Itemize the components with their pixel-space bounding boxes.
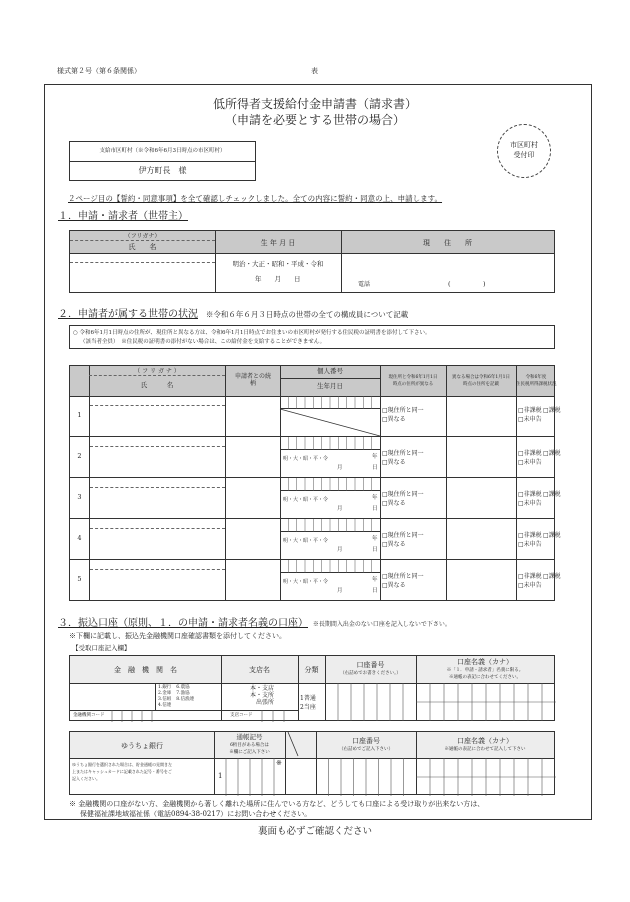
taxed-checkbox[interactable]: □課税 bbox=[543, 491, 561, 498]
yucho-holder-header: 口座名義（カナ） bbox=[457, 737, 513, 745]
code-boxes bbox=[70, 710, 300, 722]
col-dob: 生年月日 bbox=[317, 382, 343, 390]
member-relation-input[interactable] bbox=[226, 560, 280, 600]
dob-era[interactable]: 明・大・昭・平・令 bbox=[283, 497, 329, 503]
member-relation-input[interactable] bbox=[226, 519, 280, 559]
yucho-account-header: 口座番号 bbox=[352, 737, 380, 745]
tsucho-header: 通帳記号 bbox=[236, 733, 263, 741]
section3-title: ３．振込口座（原則、１．の申請・請求者名義の口座） bbox=[58, 618, 308, 629]
dob-year: 年 bbox=[372, 536, 378, 542]
account-number-boxes[interactable] bbox=[325, 683, 416, 721]
col-name: 氏 名 bbox=[140, 381, 174, 389]
tsucho-note-1: 6桁目がある場合は bbox=[230, 743, 269, 748]
nontax-checkbox[interactable]: □非課税 bbox=[518, 532, 542, 539]
undeclared-checkbox[interactable]: □未申告 bbox=[518, 541, 542, 548]
dob-ymd: 年 月 日 bbox=[255, 275, 301, 283]
tsucho-note-2: ※欄にご記入下さい bbox=[229, 750, 270, 755]
undeclared-checkbox[interactable]: □未申告 bbox=[518, 582, 542, 589]
household-row bbox=[70, 519, 561, 560]
dob-month: 月 bbox=[337, 588, 343, 594]
holder-note-1: ※「１．申請・請求者」名義に限る。 bbox=[446, 668, 524, 673]
taxed-checkbox[interactable]: □課税 bbox=[543, 407, 561, 414]
municipality-label: 支給市区町村（※令和6年6月3日時点の市区町村） bbox=[99, 148, 226, 154]
back-side-reminder: 裏面も必ずご確認ください bbox=[257, 826, 372, 837]
row-number: 3 bbox=[77, 493, 82, 501]
yucho-note-3: 記入ください。 bbox=[72, 776, 100, 781]
form-title: 低所得者支援給付金申請書（請求書） bbox=[212, 97, 417, 111]
mynumber-boxes[interactable] bbox=[280, 437, 380, 450]
dob-era[interactable]: 明・大・昭・平・令 bbox=[283, 538, 329, 544]
member-furigana-input[interactable] bbox=[90, 519, 225, 529]
col-diff-1: 異なる場合は令和6年1月1日 bbox=[451, 375, 511, 380]
household-table bbox=[69, 365, 561, 601]
stamp-label-2: 受付印 bbox=[513, 151, 535, 159]
bank-type-list[interactable] bbox=[158, 685, 194, 709]
yucho-account-boxes[interactable] bbox=[316, 758, 416, 796]
mynumber-boxes[interactable] bbox=[280, 560, 380, 573]
col-diff-2: 時点の住所を記載 bbox=[463, 382, 499, 387]
bank-type: 4.信連 bbox=[158, 703, 172, 708]
phone-input[interactable]: ( ) bbox=[448, 280, 486, 288]
residence-same-checkbox[interactable]: □現住所と同一 bbox=[382, 450, 424, 457]
dob-month: 月 bbox=[337, 547, 343, 553]
previous-address-input[interactable] bbox=[447, 396, 516, 436]
dob-year: 年 bbox=[372, 495, 378, 501]
dob-month: 月 bbox=[337, 506, 343, 512]
dob-era[interactable]: 明・大・昭・平・令 bbox=[283, 579, 329, 585]
dob-header: 生 年 月 日 bbox=[260, 239, 296, 247]
nontax-checkbox[interactable]: □非課税 bbox=[518, 573, 542, 580]
name-header: 氏 名 bbox=[128, 243, 157, 251]
form-number: 様式第２号（第６条関係） bbox=[57, 67, 141, 75]
row-number: 2 bbox=[77, 452, 82, 460]
member-furigana-input[interactable] bbox=[90, 396, 225, 406]
branch-type-list[interactable] bbox=[250, 685, 274, 706]
residence-same-checkbox[interactable]: □現住所と同一 bbox=[382, 407, 424, 414]
nontax-checkbox[interactable]: □非課税 bbox=[518, 491, 542, 498]
applicant-name-input[interactable] bbox=[71, 263, 214, 292]
bank-type: 2.金庫 bbox=[158, 691, 172, 696]
notice-box bbox=[69, 325, 555, 349]
holder-name-boxes[interactable] bbox=[416, 683, 556, 721]
era-options[interactable]: 明治・大正・昭和・平成・令和 bbox=[232, 260, 324, 268]
nontax-checkbox[interactable]: □非課税 bbox=[518, 407, 542, 414]
mynumber-boxes[interactable] bbox=[280, 478, 380, 491]
address-input[interactable] bbox=[342, 254, 553, 276]
section3-note: ※長期間入出金のない口座を記入しないで下さい。 bbox=[312, 621, 451, 628]
residence-diff-checkbox[interactable]: □異なる bbox=[382, 500, 406, 507]
branch-code-label: 支店コード bbox=[230, 713, 253, 718]
applicant-table bbox=[69, 230, 555, 293]
account-number-header: 口座番号 bbox=[356, 661, 385, 669]
previous-address-input[interactable] bbox=[447, 478, 516, 518]
dob-era[interactable]: 明・大・昭・平・令 bbox=[283, 456, 329, 462]
dob-day: 日 bbox=[372, 506, 378, 512]
dob-not-required-slash bbox=[280, 409, 380, 436]
stamp-label-1: 市区町村 bbox=[510, 141, 538, 149]
residence-diff-checkbox[interactable]: □異なる bbox=[382, 541, 406, 548]
notice-line-1: ○ 令和6年1月1日時点の住所が、現住所と異なる方は、令和6年1月1日時点でお住まいの市区町村が発行する住民税の証明書を添付して下さい。 bbox=[73, 330, 431, 336]
type-toza[interactable]: 2当座 bbox=[300, 704, 316, 711]
member-relation-input[interactable] bbox=[226, 478, 280, 518]
bank-code-label: 金融機関コード bbox=[73, 713, 105, 718]
col-residence-1: 現住所と令和6年1月1日 bbox=[388, 375, 438, 380]
member-furigana-input[interactable] bbox=[90, 560, 225, 570]
account-panel-label: 【受取口座記入欄】 bbox=[72, 644, 131, 652]
nontax-checkbox[interactable]: □非課税 bbox=[518, 450, 542, 457]
branch-type: 出張所 bbox=[256, 699, 275, 706]
section3-title-row bbox=[58, 618, 451, 630]
dob-day: 日 bbox=[372, 547, 378, 553]
member-name-input[interactable] bbox=[90, 571, 225, 600]
branch-type: 本・支所 bbox=[250, 692, 275, 699]
furigana-header: （フリガナ） bbox=[124, 233, 161, 240]
dob-year: 年 bbox=[372, 454, 378, 460]
previous-address-input[interactable] bbox=[447, 560, 516, 600]
col-mynumber: 個人番号 bbox=[317, 367, 343, 375]
row-number: 1 bbox=[77, 411, 82, 419]
member-relation-input[interactable] bbox=[226, 396, 280, 436]
section2-note: ※令和６年６月３日時点の世帯の全ての構成員について記載 bbox=[205, 310, 409, 319]
footer-note-1: ※ 金融機関の口座がない方、金融機関から著しく離れた場所に住んでいる方など、どうしても口座による受け取りが出来ない方は、 bbox=[69, 800, 485, 808]
form-subtitle: （申請を必要とする世帯の場合） bbox=[224, 113, 405, 127]
account-number-note: （右詰めでお書きください。） bbox=[340, 671, 401, 676]
residence-diff-checkbox[interactable]: □異なる bbox=[382, 416, 406, 423]
member-relation-input[interactable] bbox=[226, 437, 280, 477]
mynumber-boxes[interactable] bbox=[280, 519, 380, 532]
taxed-checkbox[interactable]: □課税 bbox=[543, 450, 561, 457]
holder-note-2: ※通帳の表記に合わせてください。 bbox=[449, 675, 521, 680]
section3-subnote: ※下欄に記載し、振込先金融機関口座確認書類を添付してください。 bbox=[69, 632, 286, 640]
member-furigana-input[interactable] bbox=[90, 478, 225, 488]
yucho-header: ゆうちょ銀行 bbox=[121, 742, 163, 750]
residence-same-checkbox[interactable]: □現住所と同一 bbox=[382, 491, 424, 498]
col-furigana: （ フ リ ガ ナ ） bbox=[134, 368, 180, 375]
notice-line-2: （該当者全員） ※住民税の証明書の添付がない場合は、この給付金を支給することができません。 bbox=[80, 339, 326, 345]
section1-title: １．申請・請求者（世帯主） bbox=[58, 211, 188, 222]
household-row bbox=[70, 437, 561, 478]
phone-label: 電話 bbox=[358, 281, 371, 288]
undeclared-checkbox[interactable]: □未申告 bbox=[518, 500, 542, 507]
previous-address-input[interactable] bbox=[447, 519, 516, 559]
household-row bbox=[70, 396, 561, 437]
address-header: 現 住 所 bbox=[423, 239, 472, 247]
type-futsu[interactable]: 1普通 bbox=[300, 695, 316, 702]
col-residence-2: 時点の住所が異なる bbox=[392, 382, 434, 387]
yucho-note-1: ゆうちょ銀行を選択された場合は、貯金通帳の見開き左 bbox=[72, 762, 172, 767]
holder-header: 口座名義（カナ） bbox=[457, 658, 513, 666]
bank-type: 3.信組 bbox=[158, 697, 172, 702]
mynumber-boxes[interactable] bbox=[280, 396, 380, 409]
taxed-checkbox[interactable]: □課税 bbox=[543, 573, 561, 580]
tsucho-first-digit: 1 bbox=[218, 772, 223, 780]
bank-type: 8.信漁連 bbox=[176, 697, 195, 702]
member-furigana-input[interactable] bbox=[90, 437, 225, 447]
previous-address-input[interactable] bbox=[447, 437, 516, 477]
household-row bbox=[70, 478, 561, 519]
residence-diff-checkbox[interactable]: □異なる bbox=[382, 582, 406, 589]
section2-title: ２．申請者が属する世帯の状況 bbox=[58, 309, 198, 320]
branch-type: 本・支店 bbox=[250, 685, 275, 692]
row-number: 5 bbox=[77, 575, 82, 583]
yucho-note-2: 上またはキャッシュカードに記載された記号・番号をご bbox=[72, 769, 172, 774]
bank-type: 7.漁協 bbox=[176, 691, 190, 696]
member-name-input[interactable] bbox=[90, 448, 225, 477]
tsucho-kome: ※ bbox=[276, 759, 282, 767]
bank-type: 6.農協 bbox=[176, 685, 190, 690]
side-label: 表 bbox=[311, 67, 318, 75]
bank-name-input[interactable] bbox=[71, 684, 154, 709]
yucho-table bbox=[69, 731, 555, 795]
yucho-holder-boxes[interactable] bbox=[416, 758, 556, 796]
household-row bbox=[70, 560, 561, 601]
yucho-account-note: （右詰めでご記入下さい） bbox=[339, 747, 393, 752]
confirmation-statement: ２ページ目の【誓約・同意事項】を全て確認しチェックしました。全ての内容に誓約・同意の上、申請します。 bbox=[68, 194, 443, 203]
dob-year: 年 bbox=[372, 577, 378, 583]
residence-same-checkbox[interactable]: □現住所と同一 bbox=[382, 532, 424, 539]
footer-note-2: 保健福祉課地域福祉係（電話0894-38-0217）にお問い合わせください。 bbox=[80, 810, 312, 818]
section2-title-row bbox=[58, 309, 408, 321]
bank-type: 1.銀行 bbox=[158, 685, 172, 690]
dob-day: 日 bbox=[372, 588, 378, 594]
taxed-checkbox[interactable]: □課税 bbox=[543, 532, 561, 539]
row-number: 4 bbox=[77, 534, 82, 542]
bank-table bbox=[69, 655, 555, 721]
branch-header: 支店名 bbox=[249, 666, 270, 674]
type-header: 分類 bbox=[304, 666, 319, 674]
member-name-input[interactable] bbox=[90, 530, 225, 559]
col-tax-2: 住民税所得課税状況 bbox=[516, 382, 557, 387]
col-relation: 申請者との続柄 bbox=[235, 373, 272, 388]
tsucho-boxes[interactable] bbox=[214, 758, 316, 796]
dob-month: 月 bbox=[337, 465, 343, 471]
residence-diff-checkbox[interactable]: □異なる bbox=[382, 459, 406, 466]
col-tax-1: 令和6年度 bbox=[525, 375, 547, 380]
member-name-input[interactable] bbox=[90, 489, 225, 518]
municipality-recipient: 伊方町長 様 bbox=[138, 166, 187, 175]
yucho-holder-note: ※通帳の表記に合わせて記入して下さい bbox=[444, 747, 526, 752]
member-name-input[interactable] bbox=[90, 407, 225, 436]
bank-name-header: 金 融 機 関 名 bbox=[114, 666, 177, 674]
municipality-box bbox=[69, 141, 256, 181]
undeclared-checkbox[interactable]: □未申告 bbox=[518, 459, 542, 466]
undeclared-checkbox[interactable]: □未申告 bbox=[518, 416, 542, 423]
dob-day: 日 bbox=[372, 465, 378, 471]
applicant-furigana-input[interactable] bbox=[71, 254, 214, 262]
residence-same-checkbox[interactable]: □現住所と同一 bbox=[382, 573, 424, 580]
